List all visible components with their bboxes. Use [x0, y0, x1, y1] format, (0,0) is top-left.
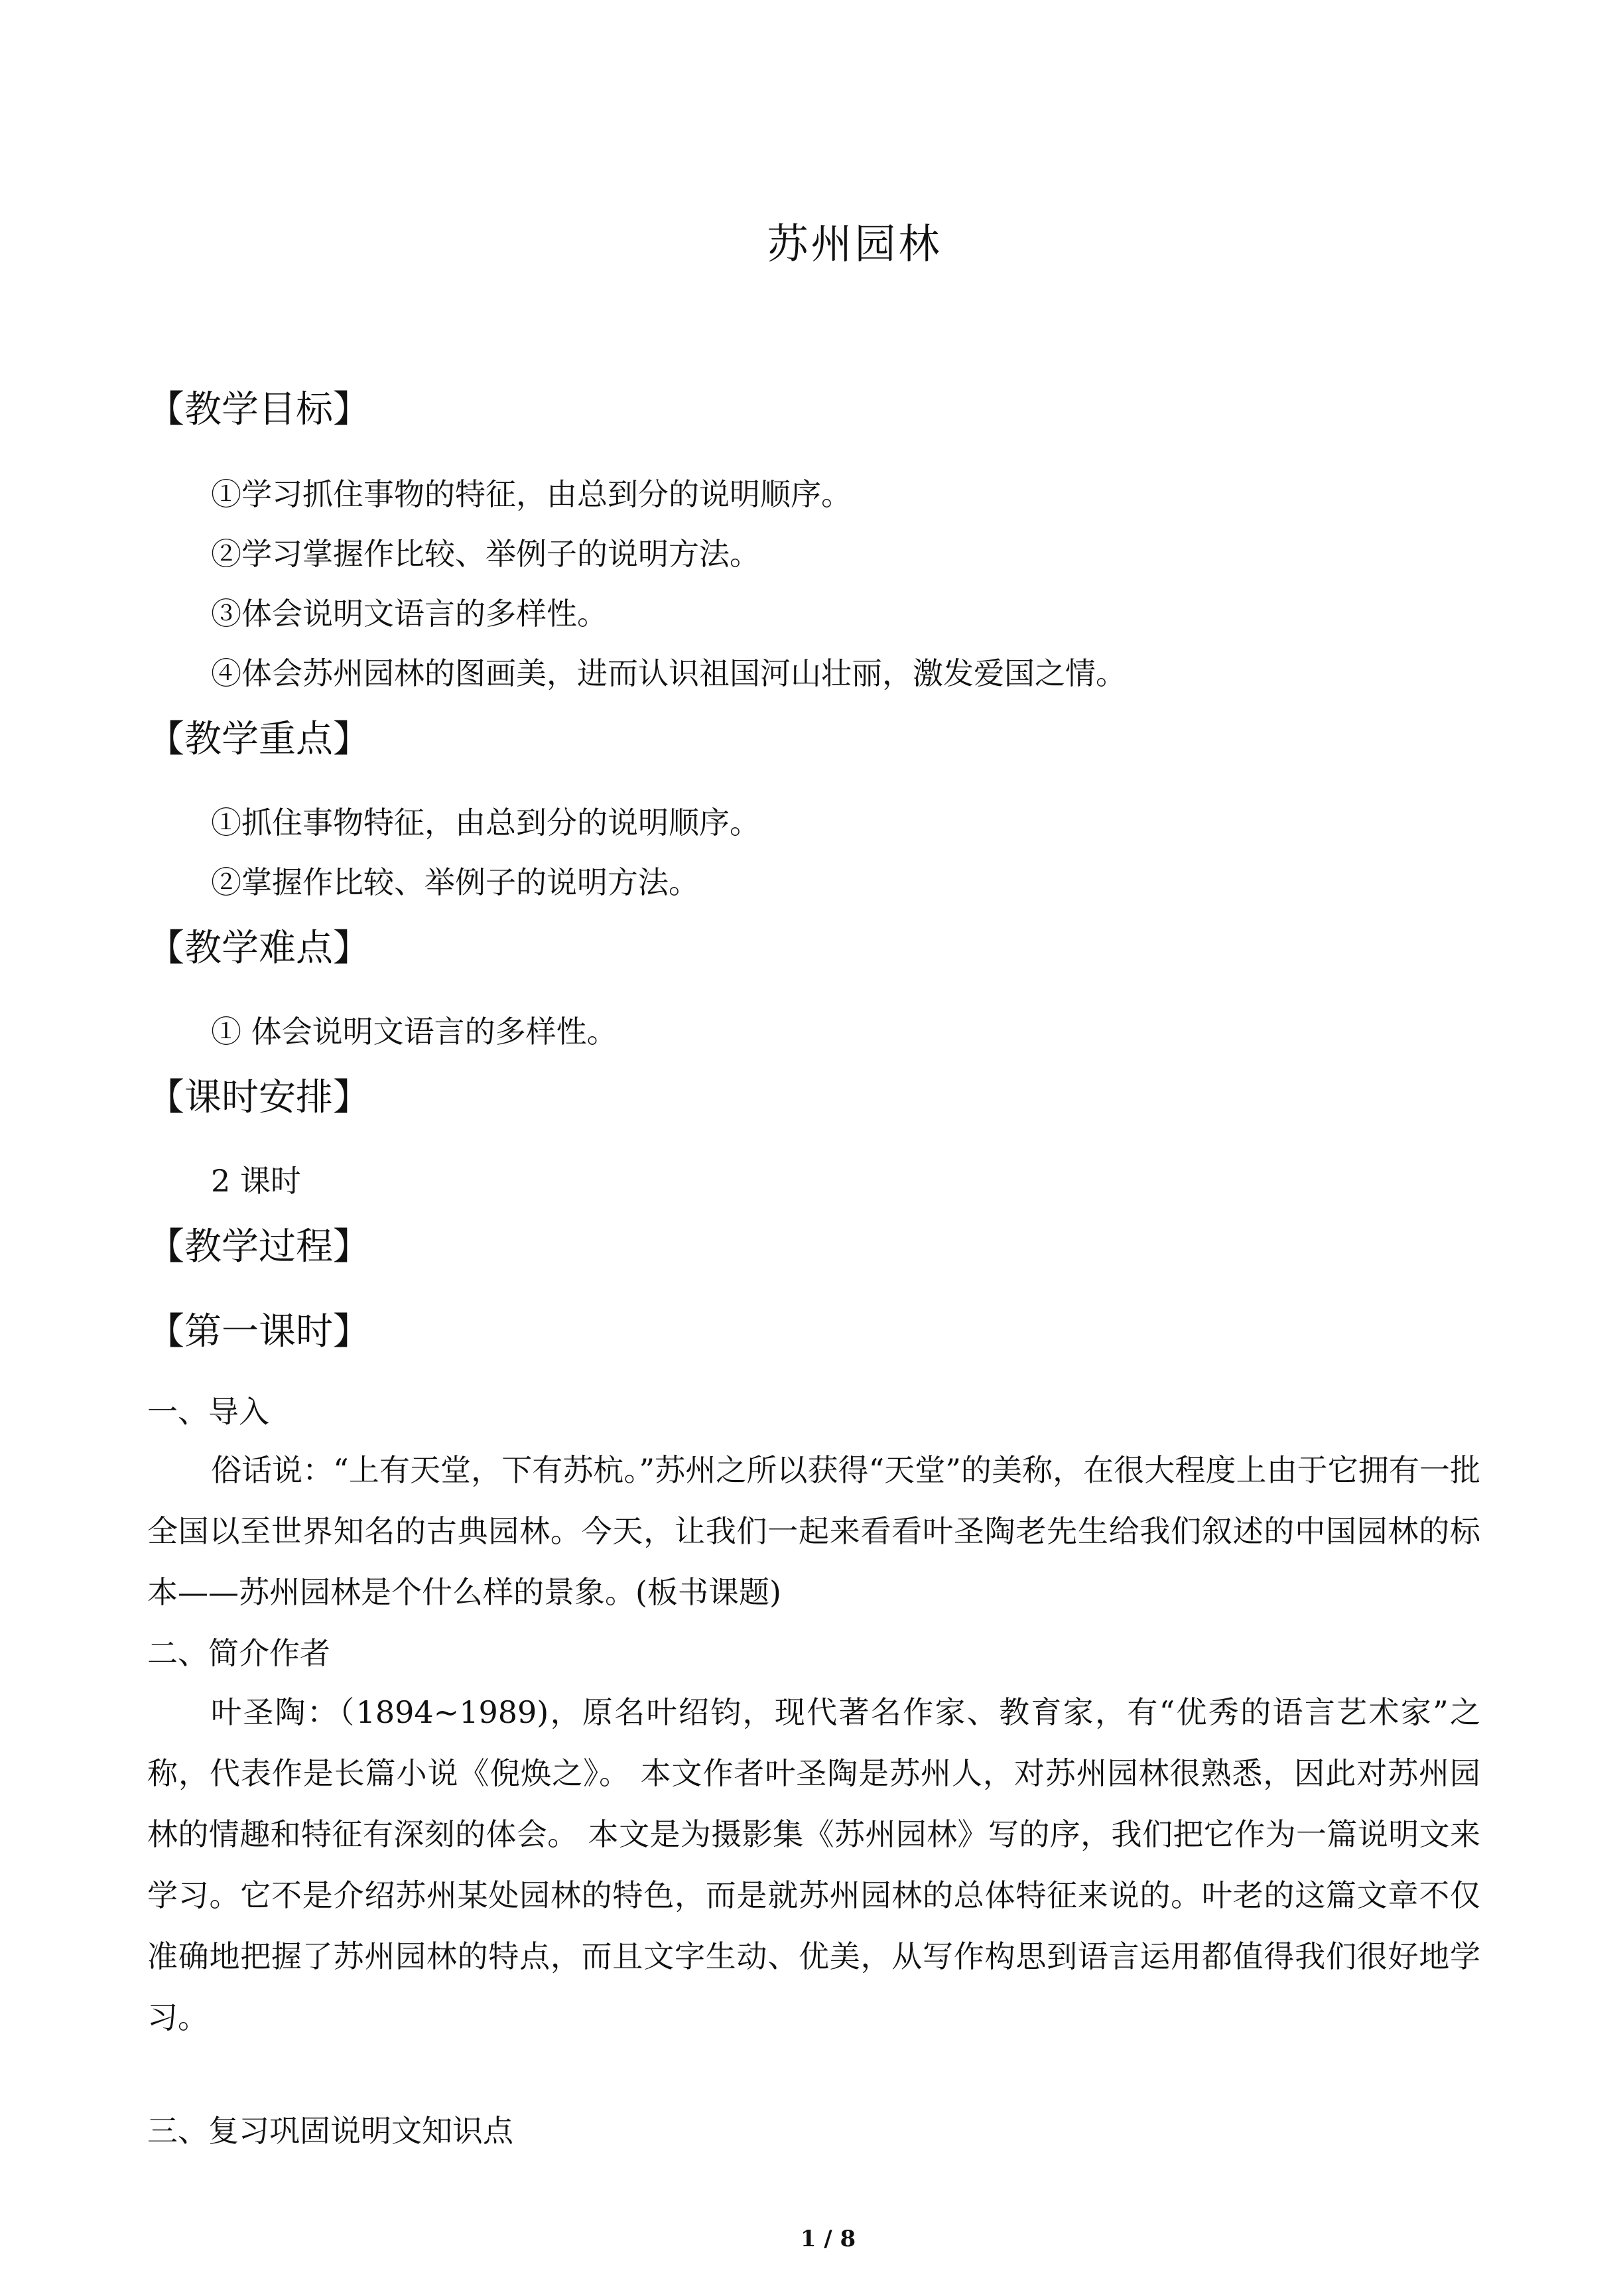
section-author-title: 二、简介作者: [147, 1635, 330, 1671]
heading-schedule: 【课时安排】: [147, 1076, 370, 1119]
key-point-item-2: ②掌握作比较、举例子的说明方法。: [211, 864, 699, 900]
heading-objectives: 【教学目标】: [147, 388, 370, 431]
section-review-title: 三、复习巩固说明文知识点: [147, 2113, 513, 2149]
section-intro-title: 一、导入: [147, 1394, 269, 1430]
page-number: 1 / 8: [800, 2226, 856, 2252]
heading-process: 【教学过程】: [147, 1225, 370, 1268]
heading-key-points: 【教学重点】: [147, 718, 370, 761]
document-title: 苏州园林: [767, 220, 942, 268]
difficulty-item-1: ① 体会说明文语言的多样性。: [211, 1014, 617, 1049]
heading-first-lesson: 【第一课时】: [147, 1310, 370, 1353]
objective-item-1: ①学习抓住事物的特征，由总到分的说明顺序。: [211, 476, 852, 512]
objective-item-3: ③体会说明文语言的多样性。: [211, 596, 608, 632]
key-point-item-1: ①抓住事物特征，由总到分的说明顺序。: [211, 805, 760, 841]
section-intro-text: 俗话说：“上有天堂，下有苏杭。”苏州之所以获得“天堂”的美称，在很大程度上由于它拥有一批全国以至世界知名的古典园林。今天，让我们一起来看看叶圣陶老先生给我们叙述的中国园林的标本——苏州园林是个什么样的景象。(板书课题): [147, 1452, 1480, 1610]
heading-difficulties: 【教学难点】: [147, 927, 370, 970]
schedule-text: 2 课时: [211, 1163, 301, 1199]
section-author-text: 叶圣陶：（1894~1989)，原名叶绍钧，现代著名作家、教育家，有“优秀的语言艺术家”之称，代表作是长篇小说《倪焕之》。 本文作者叶圣陶是苏州人，对苏州园林很熟悉，因此对苏州园林的情趣和特征有深刻的体会。 本文是为摄影集《苏州园林》写的序，我们把它作为一篇说明文来学习。它不是介绍苏州某处园林的特色，而是就苏州园林的总体特征来说的。叶老的这篇文章不仅准确地把握了苏州园林的特点，而且文字生动、优美，从写作构思到语言运用都值得我们很好地学习。: [147, 1694, 1480, 2035]
objective-item-4: ④体会苏州园林的图画美，进而认识祖国河山壮丽，激发爱国之情。: [211, 655, 1126, 691]
objective-item-2: ②学习掌握作比较、举例子的说明方法。: [211, 536, 760, 572]
